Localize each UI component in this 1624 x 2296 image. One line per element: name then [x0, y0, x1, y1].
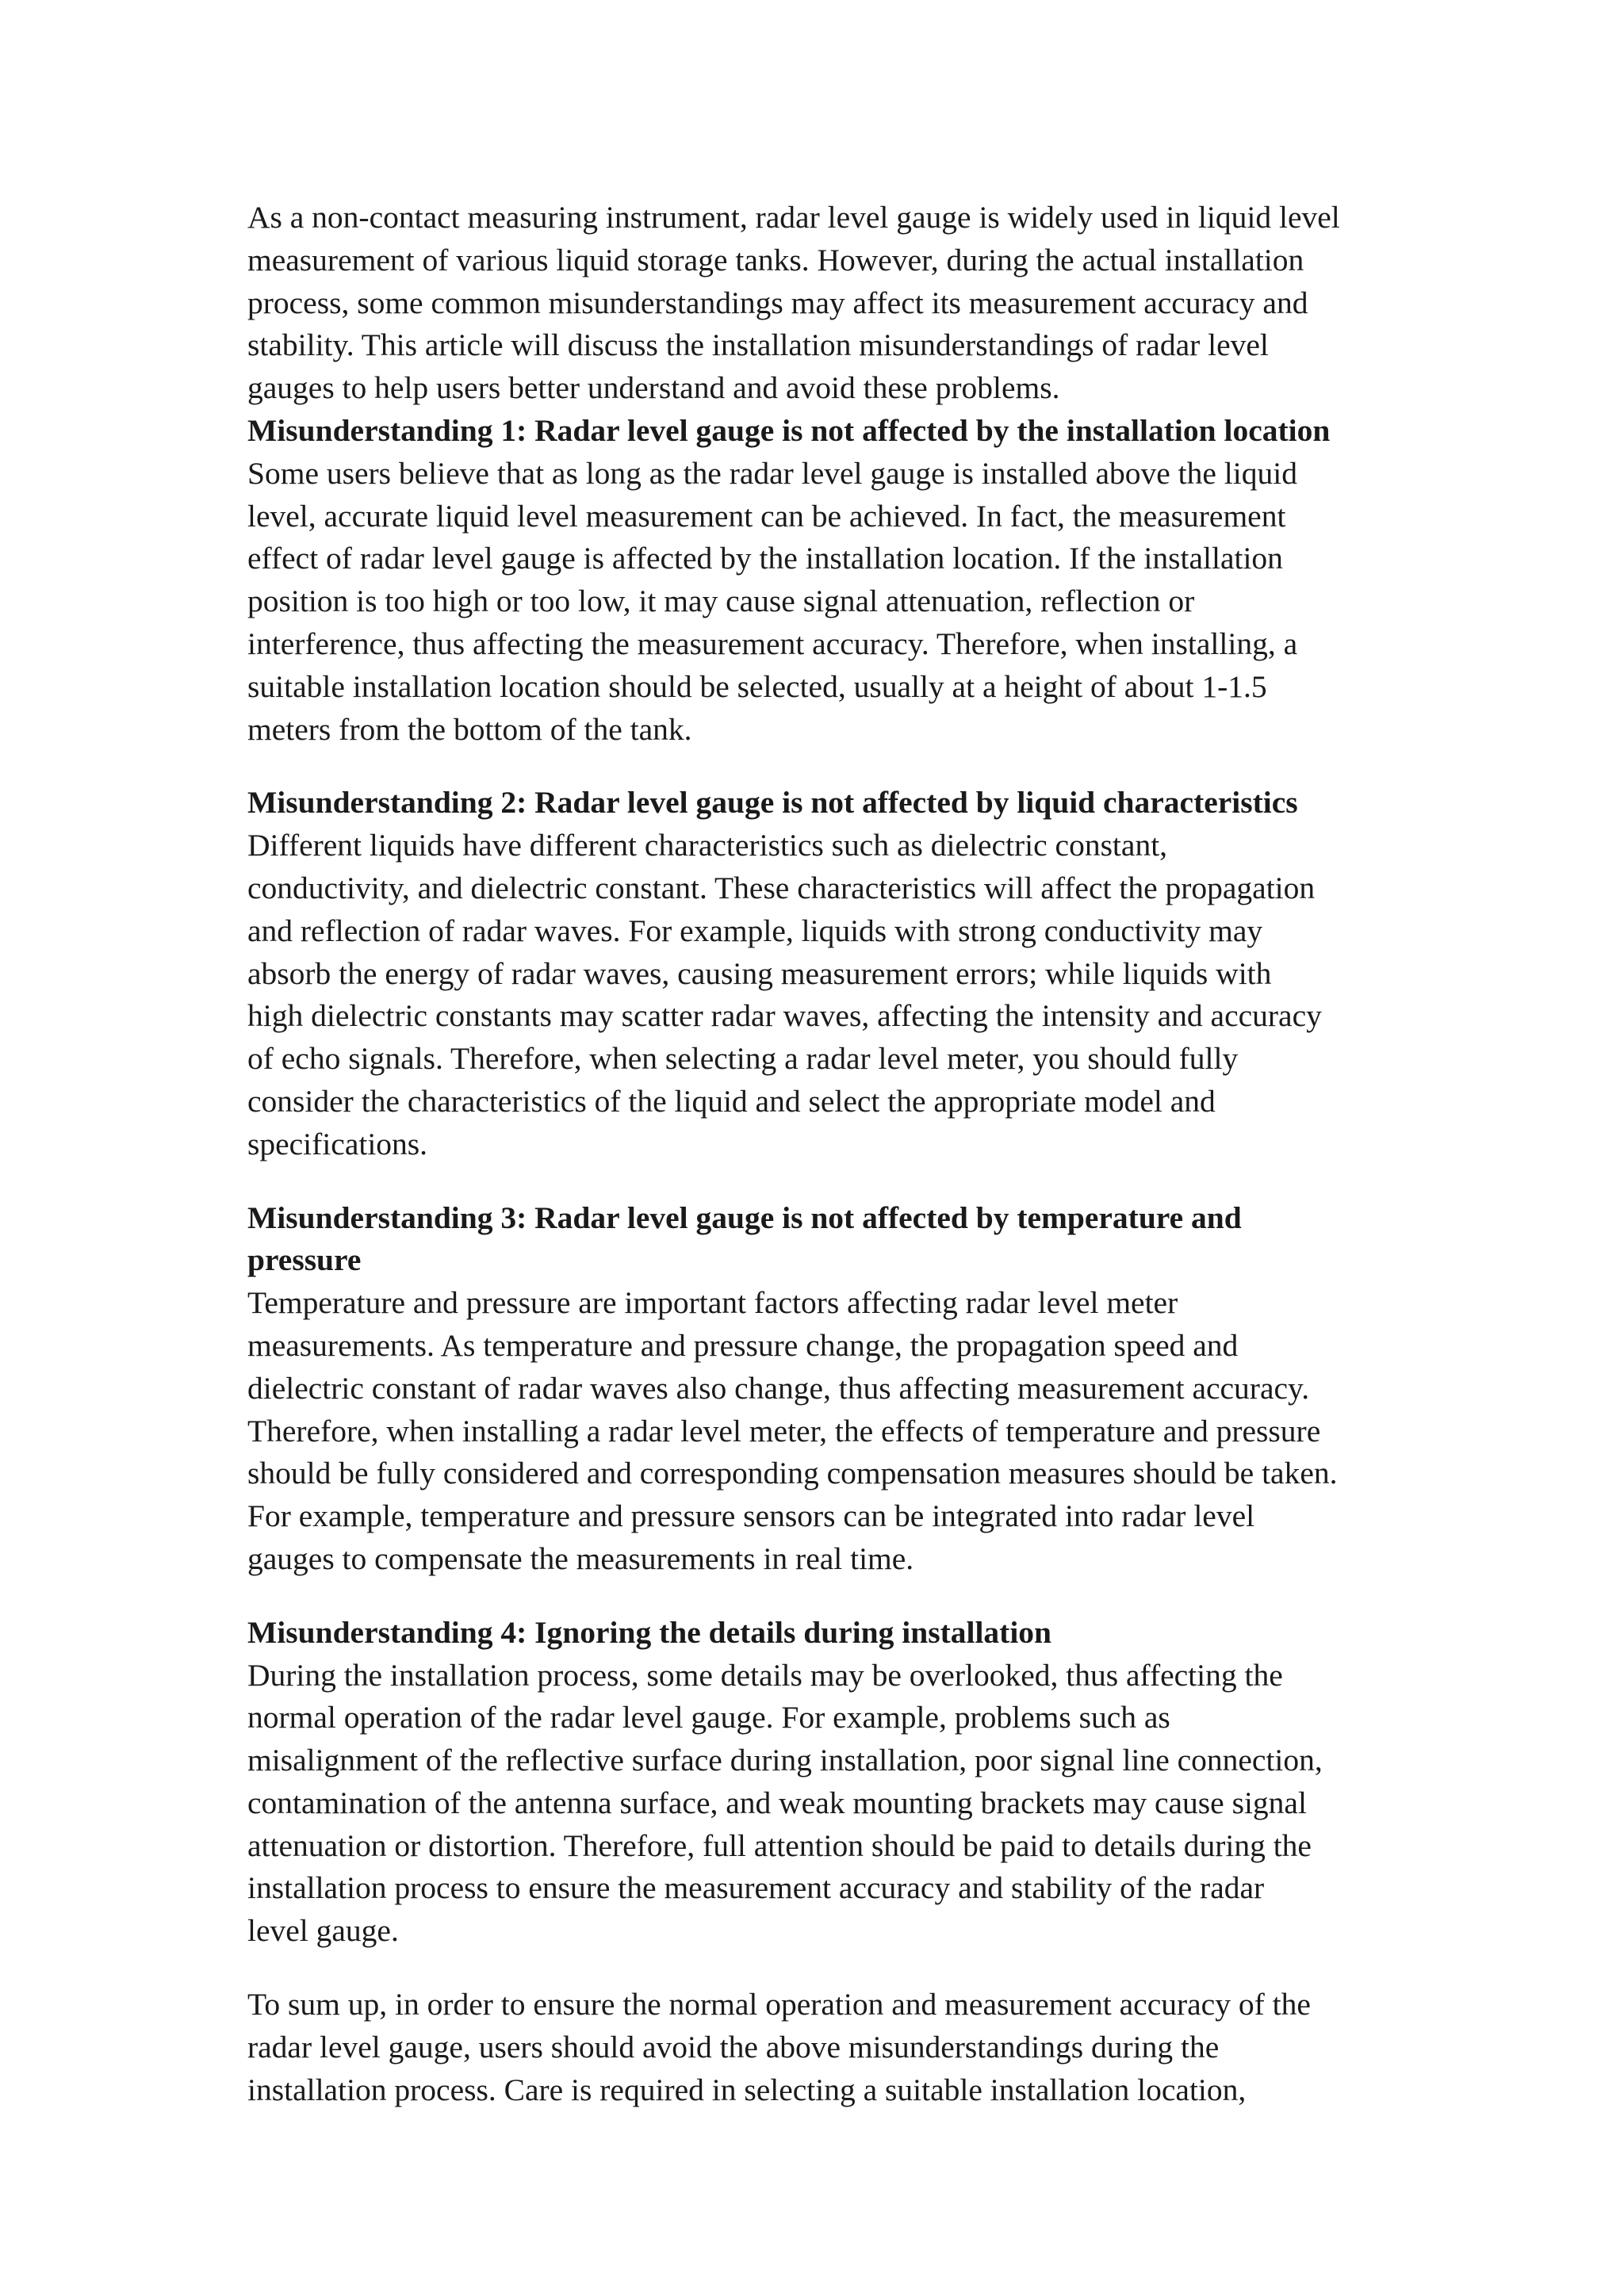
text-line: process, some common misunderstandings may affect its measurement accuracy and	[247, 285, 1308, 320]
text-line: measurements. As temperature and pressure change, the propagation speed and	[247, 1327, 1239, 1363]
text-line: suitable installation location should be selected, usually at a height of about 1-1.5	[247, 668, 1267, 704]
text-line: position is too high or too low, it may cause signal attenuation, reflection or	[247, 584, 1195, 619]
paragraph-gap	[247, 1953, 1402, 1984]
text-line: specifications.	[247, 1126, 428, 1161]
section-heading-2	[247, 782, 1402, 825]
text-line: Different liquids have different characteristics such as dielectric constant,	[247, 828, 1168, 863]
text-line: gauges to help users better understand and avoid these problems.	[247, 370, 1060, 406]
heading-line: Misunderstanding 2: Radar level gauge is not affected by liquid characteristics	[247, 785, 1298, 821]
text-line: interference, thus affecting the measurement accuracy. Therefore, when installing, a	[247, 626, 1298, 661]
section-body-2	[247, 825, 1402, 1165]
section-body-3	[247, 1282, 1402, 1581]
heading-line: Misunderstanding 3: Radar level gauge is not affected by temperature and	[247, 1200, 1242, 1235]
text-line: radar level gauge, users should avoid the above misunderstandings during the	[247, 2029, 1220, 2064]
heading-line: pressure	[247, 1242, 362, 1278]
text-line: Some users believe that as long as the radar level gauge is installed above the liquid	[247, 455, 1297, 491]
text-line: level, accurate liquid level measurement can be achieved. In fact, the measurement	[247, 498, 1286, 534]
heading-line: Misunderstanding 1: Radar level gauge is not affected by the installation location	[247, 412, 1331, 448]
text-line: dielectric constant of radar waves also change, thus affecting measurement accuracy.	[247, 1370, 1310, 1406]
text-line: measurement of various liquid storage tanks. However, during the actual installation	[247, 242, 1304, 277]
text-line: consider the characteristics of the liquid and select the appropriate model and	[247, 1083, 1216, 1119]
heading-line: Misunderstanding 4: Ignoring the details during installation	[247, 1614, 1052, 1650]
text-line: attenuation or distortion. Therefore, full attention should be paid to details during the	[247, 1827, 1312, 1863]
intro-paragraph	[247, 197, 1402, 410]
text-line: meters from the bottom of the tank.	[247, 711, 692, 747]
text-line: gauges to compensate the measurements in real time.	[247, 1540, 914, 1576]
text-line: For example, temperature and pressure sensors can be integrated into radar level	[247, 1498, 1255, 1534]
text-line: stability. This article will discuss the installation misunderstandings of radar level	[247, 327, 1269, 363]
section-body-1	[247, 453, 1402, 752]
section-heading-1	[247, 410, 1402, 453]
text-line: level gauge.	[247, 1913, 399, 1949]
paragraph-gap	[247, 751, 1402, 782]
text-line: During the installation process, some details may be overlooked, thus affecting the	[247, 1657, 1283, 1693]
text-line: Temperature and pressure are important factors affecting radar level meter	[247, 1285, 1178, 1321]
text-line: should be fully considered and corresponding compensation measures should be taken.	[247, 1456, 1338, 1491]
section-body-4	[247, 1655, 1402, 1954]
text-line: conductivity, and dielectric constant. These characteristics will affect the propagation	[247, 870, 1316, 905]
text-line: normal operation of the radar level gauge. For example, problems such as	[247, 1700, 1170, 1735]
text-line: installation process. Care is required in selecting a suitable installation location,	[247, 2072, 1247, 2107]
text-line: high dielectric constants may scatter radar waves, affecting the intensity and accuracy	[247, 998, 1322, 1034]
text-line: effect of radar level gauge is affected by the installation location. If the installation	[247, 541, 1283, 576]
paragraph-gap	[247, 1581, 1402, 1612]
text-line: of echo signals. Therefore, when selecting a radar level meter, you should fully	[247, 1041, 1239, 1077]
text-line: and reflection of radar waves. For example, liquids with strong conductivity may	[247, 913, 1263, 948]
paragraph-gap	[247, 1166, 1402, 1197]
text-line: As a non-contact measuring instrument, radar level gauge is widely used in liquid level	[247, 200, 1340, 235]
text-line: installation process to ensure the measurement accuracy and stability of the radar	[247, 1870, 1265, 1906]
conclusion-paragraph	[247, 1984, 1402, 2111]
section-heading-3	[247, 1197, 1402, 1283]
text-line: misalignment of the reflective surface during installation, poor signal line connection,	[247, 1743, 1323, 1778]
text-line: To sum up, in order to ensure the normal operation and measurement accuracy of the	[247, 1987, 1311, 2022]
text-line: contamination of the antenna surface, and weak mounting brackets may cause signal	[247, 1785, 1307, 1820]
text-line: Therefore, when installing a radar level meter, the effects of temperature and pressure	[247, 1413, 1321, 1448]
document-page	[247, 197, 1402, 2111]
text-line: absorb the energy of radar waves, causing measurement errors; while liquids with	[247, 955, 1272, 991]
section-heading-4	[247, 1612, 1402, 1655]
